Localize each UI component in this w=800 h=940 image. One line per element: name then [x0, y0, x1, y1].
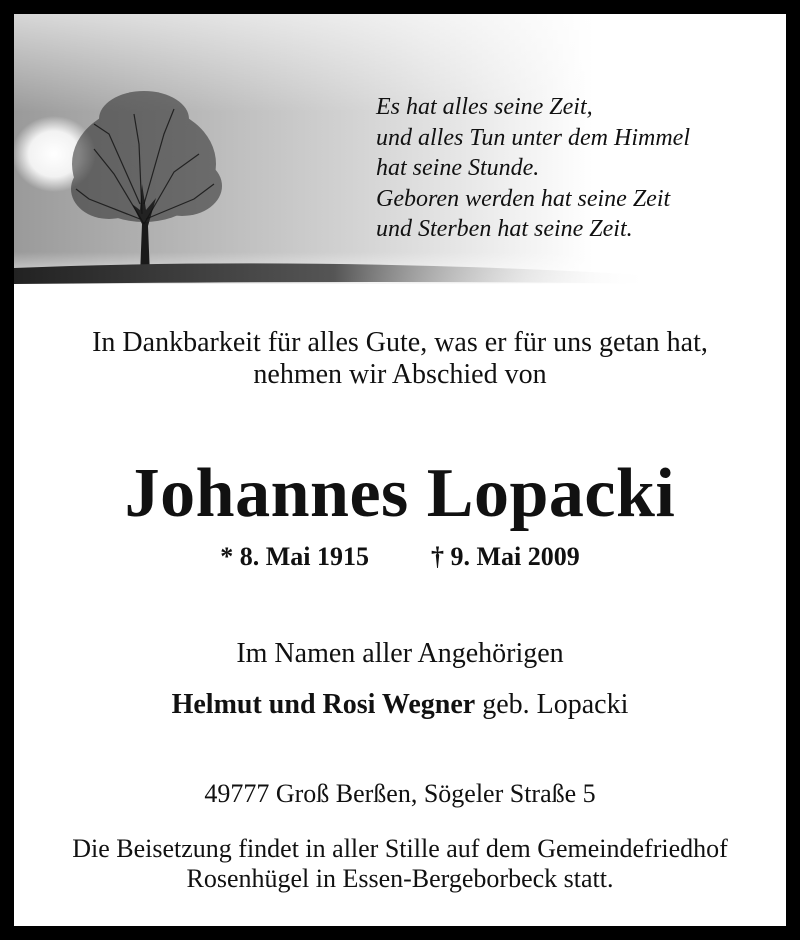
deceased-name: Johannes Lopacki — [124, 455, 676, 532]
poem-line: Es hat alles seine Zeit, — [376, 94, 593, 120]
maiden-name: geb. Lopacki — [482, 689, 629, 720]
poem-line: hat seine Stunde. — [376, 155, 540, 181]
burial-line-2: Rosenhügel in Essen-Bergeborbeck statt. — [186, 864, 614, 893]
burial-line-1: Die Beisetzung findet in aller Stille auf dem Gemeindefriedhof — [72, 834, 728, 863]
intro-line-2: nehmen wir Abschied von — [253, 359, 547, 390]
mourners-intro: Im Namen aller Angehörigen — [236, 638, 564, 669]
intro-line-1: In Dankbarkeit für alles Gute, was er für uns getan hat, — [92, 327, 708, 358]
life-dates — [14, 541, 786, 573]
death-date: † 9. Mai 2009 — [431, 542, 580, 571]
poem-line: Geboren werden hat seine Zeit — [376, 185, 671, 212]
birth-date: * 8. Mai 1915 — [220, 542, 369, 571]
mourner-names: Helmut und Rosi Wegner — [171, 689, 476, 720]
burial-notice — [14, 834, 786, 894]
address: 49777 Groß Berßen, Sögeler Straße 5 — [204, 779, 596, 808]
intro-text — [14, 327, 786, 391]
poem-line: und alles Tun unter dem Himmel — [376, 124, 690, 151]
poem-quote — [376, 92, 690, 245]
mourners — [14, 689, 786, 721]
poem-line: und Sterben hat seine Zeit. — [376, 216, 633, 242]
